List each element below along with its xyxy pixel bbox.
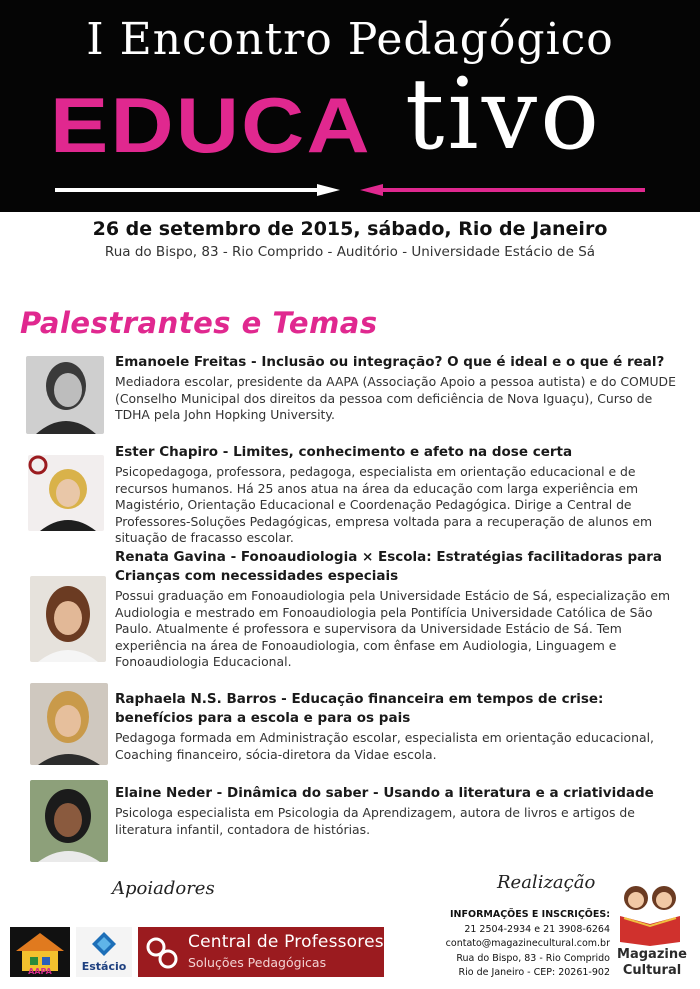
speaker-name-topic: Ester Chapiro - Limites, conhecimento e afeto na dose certa	[115, 444, 573, 460]
speaker-name-topic: Raphaela N.S. Barros - Educação financeira em tempos de crise: benefícios para a escola e para os pais	[115, 691, 604, 726]
contact-info	[410, 908, 610, 981]
event-address: Rua do Bispo, 83 - Rio Comprido - Auditório - Universidade Estácio de Sá	[104, 244, 596, 260]
contact-phone: 21 2504-2934 e 21 3908-6264	[464, 923, 610, 935]
magazine-cultural-logo	[610, 880, 690, 946]
speaker-bio: Mediadora escolar, presidente da AAPA (Associação Apoio a pessoa autista) e do COMUDE (Conselho Municipal dos direitos da pessoa com deficiência de Nova Iguaçu), Curso de TDHA pela John Hopking University.	[115, 374, 676, 422]
section-title: Palestrantes e Temas	[20, 306, 378, 340]
speaker-bio: Possui graduação em Fonoaudiologia pela Universidade Estácio de Sá, especialização em Audiologia e mestrado em Fonoaudiologia pela Pontifícia Universidade Católica de São Paulo. Atualmente é professora e supervisora da Universidade Estácio de Sá. Tem experiência na área de Fonoaudiologia, com ênfase em Audiologia, Linguagem e Fonoaudiologia Educacional.	[115, 588, 671, 669]
aapa-logo-text: AAPA	[28, 967, 52, 976]
arrow-left-icon	[360, 184, 645, 196]
speaker-photo	[30, 576, 106, 662]
speaker-bio: Psicologa especialista em Psicologia da Aprendizagem, autora de livros e artigos de literatura infantil, contadora de histórias.	[115, 805, 635, 837]
brand-educa: EDUCA	[50, 81, 372, 169]
central-professores-logo	[138, 927, 384, 977]
speaker-photo	[28, 455, 104, 531]
contact-heading: INFORMAÇÕES E INSCRIÇÕES:	[450, 909, 610, 920]
spiral-icon	[144, 935, 180, 971]
magazine-cultural-text	[612, 947, 692, 979]
event-title: I Encontro Pedagógico	[86, 14, 614, 65]
contact-email: contato@magazinecultural.com.br	[445, 938, 610, 949]
organizer-label: Realização	[497, 872, 596, 893]
contact-city: Rio de Janeiro - CEP: 20261-902	[458, 967, 610, 978]
event-date: 26 de setembro de 2015, sábado, Rio de Janeiro	[92, 218, 608, 240]
speaker-name-topic: Renata Gavina - Fonoaudiologia × Escola: Estratégias facilitadoras para Crianças com necessidades especiais	[115, 549, 663, 584]
speaker-bio: Pedagoga formada em Administração escolar, especialista em orientação educacional, Coaching financeiro, sócia-diretora da Vidae escola.	[115, 730, 654, 762]
speaker-name-topic: Emanoele Freitas - Inclusão ou integração? O que é ideal e o que é real?	[115, 354, 665, 370]
central-line2: Soluções Pedagógicas	[188, 955, 327, 970]
arrow-right-icon	[55, 184, 340, 196]
speaker-photo	[26, 356, 104, 434]
speaker-photo	[30, 683, 108, 765]
estacio-emblem-icon	[92, 932, 116, 956]
estacio-logo-text: Estácio	[81, 960, 127, 973]
magazine-line2: Cultural	[622, 963, 682, 978]
estacio-logo	[76, 927, 132, 977]
supporters-label: Apoiadores	[112, 878, 215, 899]
header-banner	[0, 0, 700, 212]
aapa-logo	[10, 927, 70, 977]
brand-tivo: tivo	[405, 58, 603, 172]
magazine-line1: Magazine	[617, 947, 687, 962]
central-line1: Central de Professores	[188, 932, 384, 952]
speaker-bio: Psicopedagoga, professora, pedagoga, especialista em orientação educacional e de recursos humanos. Há 25 anos atua na área da educação com larga experiência em Magistério, Orientação Educacional e Coordenação Pedagógica. Dirige a Central de Professores-Soluções Pedagógicas, empresa voltada para a recuperação de alunos em situação de fracasso escolar.	[115, 464, 653, 545]
speaker-photo	[30, 780, 108, 862]
speaker-name-topic: Elaine Neder - Dinâmica do saber - Usando a literatura e a criatividade	[115, 785, 654, 801]
contact-street: Rua do Bispo, 83 - Rio Comprido	[456, 952, 610, 964]
